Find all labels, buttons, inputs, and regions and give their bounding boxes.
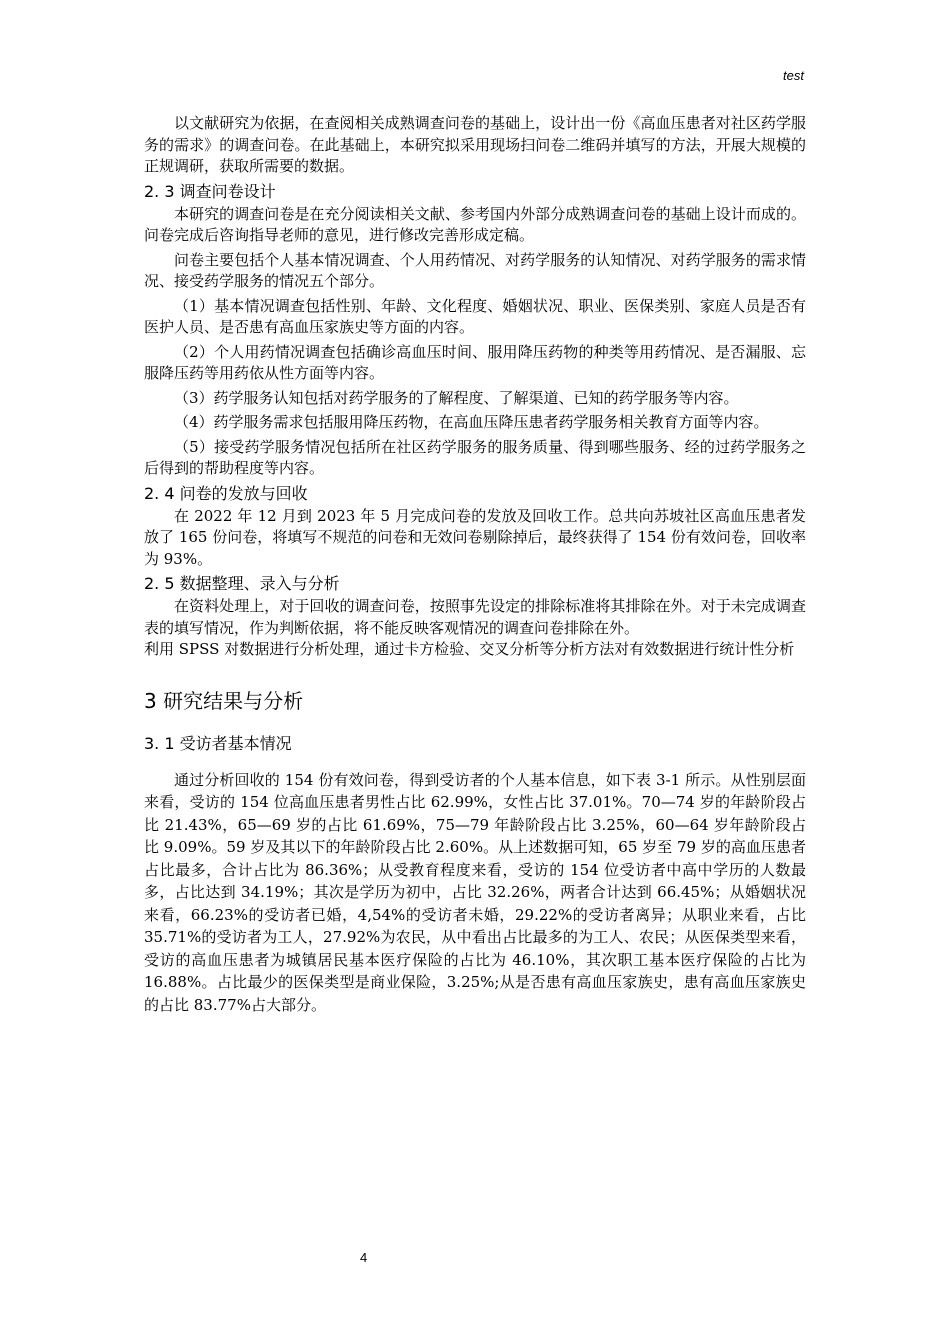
paragraph: （4）药学服务需求包括服用降压药物，在高血压降压患者药学服务相关教育方面等内容。 bbox=[174, 413, 769, 431]
paragraph: 在资料处理上，对于回收的调查问卷，按照事先设定的排除标准将其排除在外。对于未完成调查表的填写情况，作为判断依据，将不能反映客观情况的调查问卷排除在外。 bbox=[144, 597, 806, 637]
paragraph: （1）基本情况调查包括性别、年龄、文化程度、婚姻状况、职业、医保类别、家庭人员是否有医护人员、是否患有高血压家族史等方面的内容。 bbox=[144, 296, 806, 336]
page-number: 4 bbox=[360, 1250, 368, 1265]
section-heading-2-4: 2. 4 问卷的发放与回收 bbox=[144, 483, 308, 503]
paragraph: 在 2022 年 12 月到 2023 年 5 月完成问卷的发放及回收工作。总共向苏坡社区高血压患者发放了 165 份问卷，将填写不规范的问卷和无效问卷剔除掉后，最终获得了 154 份有效问卷，回收率为 93%。 bbox=[144, 506, 806, 568]
paragraph: （5）接受药学服务情况包括所在社区药学服务的服务质量、得到哪些服务、经的过药学服务之后得到的帮助程度等内容。 bbox=[144, 437, 806, 477]
chapter-heading-3: 3 研究结果与分析 bbox=[144, 688, 304, 713]
paragraph: （2）个人用药情况调查包括确诊高血压时间、服用降压药物的种类等用药情况、是否漏服、忘服降压药等用药依从性方面等内容。 bbox=[144, 342, 806, 382]
paragraph: 利用 SPSS 对数据进行分析处理，通过卡方检验、交叉分析等分析方法对有效数据进行统计性分析 bbox=[144, 640, 795, 658]
page-header: test bbox=[783, 68, 804, 83]
page-body bbox=[144, 113, 806, 1016]
section-heading-2-5: 2. 5 数据整理、录入与分析 bbox=[144, 574, 340, 593]
section-heading-2-3: 2. 3 调查问卷设计 bbox=[144, 181, 276, 201]
paragraph: 问卷主要包括个人基本情况调查、个人用药情况、对药学服务的认知情况、对药学服务的需求情况、接受药学服务的情况五个部分。 bbox=[144, 250, 806, 290]
paragraph: 通过分析回收的 154 份有效问卷，得到受访者的个人基本信息，如下表 3-1 所示。从性别层面来看，受访的 154 位高血压患者男性占比 62.99%，女性占比 37.01%。70—74 岁的年龄阶段占比 21.43%，65—69 岁的占比 61.69%，75—79 年龄阶段占比 3.25%，60—64 岁年龄阶段占比 9.09%。59 岁及其以下的年龄阶段占比 2.60%。从上述数据可知，65 岁至 79 岁的高血压患者占比最多，合计占比为 86.36%；从受教育程度来看，受访的 154 位受访者中高中学历的人数最多，占比达到 34.19%；其次是学历为初中，占比 32.26%，两者合计达到 66.45%；从婚姻状况来看，66.23%的受访者已婚，4,54%的受访者未婚，29.22%的受访者离异；从职业来看，占比 35.71%的受访者为工人，27.92%为农民，从中看出占比最多的为工人、农民；从医保类型来看，受访的高血压患者为城镇居民基本医疗保险的占比为 46.10%，其次职工基本医疗保险的占比为 16.88%。占比最少的医保类型是商业保险，3.25%;从是否患有高血压家族史，患有高血压家族史的占比 83.77%占大部分。 bbox=[144, 770, 806, 1014]
paragraph: 以文献研究为依据，在查阅相关成熟调查问卷的基础上，设计出一份《高血压患者对社区药学服务的需求》的调查问卷。在此基础上，本研究拟采用现场扫问卷二维码并填写的方法，开展大规模的正规调研，获取所需要的数据。 bbox=[144, 114, 806, 175]
paragraph: （3）药学服务认知包括对药学服务的了解程度、了解渠道、已知的药学服务等内容。 bbox=[174, 388, 739, 407]
section-heading-3-1: 3. 1 受访者基本情况 bbox=[144, 733, 292, 753]
paragraph: 本研究的调查问卷是在充分阅读相关文献、参考国内外部分成熟调查问卷的基础上设计而成的。问卷完成后咨询指导老师的意见，进行修改完善形成定稿。 bbox=[144, 204, 806, 244]
